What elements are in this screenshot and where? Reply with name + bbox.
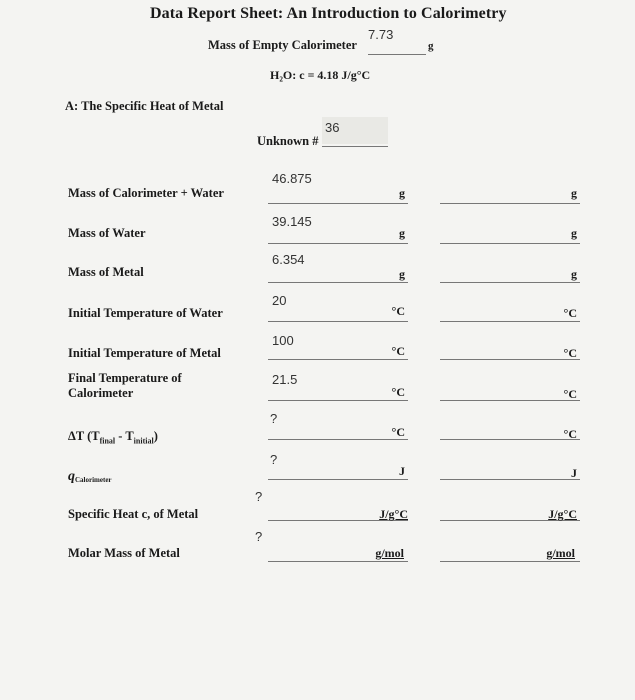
row4-col2-unit: °C bbox=[563, 306, 577, 320]
row-value-specific-heat: ? bbox=[255, 489, 263, 504]
row2-col1-field[interactable] bbox=[268, 242, 408, 244]
empty-calorimeter-mass-value: 7.73 bbox=[368, 27, 394, 42]
delta-t-sub-final: final bbox=[99, 436, 116, 446]
page-title: Data Report Sheet: An Introduction to Calorimetry bbox=[150, 5, 507, 22]
row-value-q-calorimeter: ? bbox=[270, 452, 278, 467]
row1-col2-field[interactable] bbox=[440, 202, 580, 204]
row-value-initial-temp-metal: 100 bbox=[272, 333, 294, 348]
row2-col2-unit: g bbox=[571, 226, 577, 240]
row1-col1-field[interactable] bbox=[268, 202, 408, 204]
row-label-molar-mass: Molar Mass of Metal bbox=[68, 546, 180, 560]
delta-t-sub-initial: initial bbox=[133, 436, 154, 446]
row10-col2-unit: g/mol bbox=[546, 546, 575, 560]
delta-t-suffix: ) bbox=[153, 429, 158, 443]
row9-col2-unit: J/g°C bbox=[548, 507, 577, 521]
row-value-initial-temp-water: 20 bbox=[272, 293, 287, 308]
row8-col1-unit: J bbox=[399, 464, 405, 478]
section-title: A: The Specific Heat of Metal bbox=[65, 99, 224, 113]
unknown-underline bbox=[322, 145, 388, 147]
row5-col1-unit: °C bbox=[391, 344, 405, 358]
row6-col2-unit: °C bbox=[563, 387, 577, 401]
row7-col1-unit: °C bbox=[391, 425, 405, 439]
row7-col2-unit: °C bbox=[563, 427, 577, 441]
row1-col1-unit: g bbox=[399, 186, 405, 200]
empty-calorimeter-mass-unit: g bbox=[428, 40, 434, 52]
row1-col2-unit: g bbox=[571, 186, 577, 200]
row9-col1-unit: J/g°C bbox=[379, 507, 408, 521]
row-value-water-mass: 39.145 bbox=[272, 214, 312, 229]
row-value-calorimeter-water-mass: 46.875 bbox=[272, 171, 312, 186]
row-label-metal-mass: Mass of Metal bbox=[68, 265, 144, 279]
unknown-value: 36 bbox=[325, 120, 340, 135]
row3-col1-unit: g bbox=[399, 267, 405, 281]
row-label-specific-heat: Specific Heat c, of Metal bbox=[68, 507, 199, 521]
row-label-initial-temp-water: Initial Temperature of Water bbox=[68, 306, 223, 320]
row4-col1-field[interactable] bbox=[268, 320, 408, 322]
empty-calorimeter-mass-line[interactable] bbox=[368, 53, 426, 55]
q-symbol: q bbox=[68, 469, 75, 484]
row10-col1-unit: g/mol bbox=[375, 546, 404, 560]
row-label-calorimeter-water-mass: Mass of Calorimeter + Water bbox=[68, 186, 224, 200]
row3-col2-unit: g bbox=[571, 267, 577, 281]
row-label-delta-t bbox=[68, 429, 158, 446]
row-value-final-temp: 21.5 bbox=[272, 372, 298, 387]
row8-col2-unit: J bbox=[571, 466, 577, 480]
row5-col2-unit: °C bbox=[563, 346, 577, 360]
row2-col2-field[interactable] bbox=[440, 242, 580, 244]
unknown-label: Unknown # bbox=[257, 134, 319, 148]
water-specific-heat: H₂O: c = 4.18 J/g°C bbox=[270, 68, 371, 82]
row6-col1-unit: °C bbox=[391, 385, 405, 399]
row-value-metal-mass: 6.354 bbox=[272, 252, 305, 267]
empty-calorimeter-mass-label: Mass of Empty Calorimeter bbox=[208, 38, 357, 52]
row2-col1-unit: g bbox=[399, 226, 405, 240]
row-value-delta-t: ? bbox=[270, 411, 278, 426]
delta-t-prefix: ΔT (T bbox=[68, 429, 100, 443]
q-subscript: Calorimeter bbox=[75, 476, 112, 484]
row-label-initial-temp-metal: Initial Temperature of Metal bbox=[68, 346, 221, 360]
row-label-q-calorimeter bbox=[68, 469, 112, 485]
delta-t-mid: - T bbox=[115, 429, 134, 443]
row4-col1-unit: °C bbox=[391, 304, 405, 318]
row-label-final-temp: Final Temperature of Calorimeter bbox=[68, 371, 182, 400]
row-value-molar-mass: ? bbox=[255, 529, 263, 544]
row-label-water-mass: Mass of Water bbox=[68, 226, 146, 240]
